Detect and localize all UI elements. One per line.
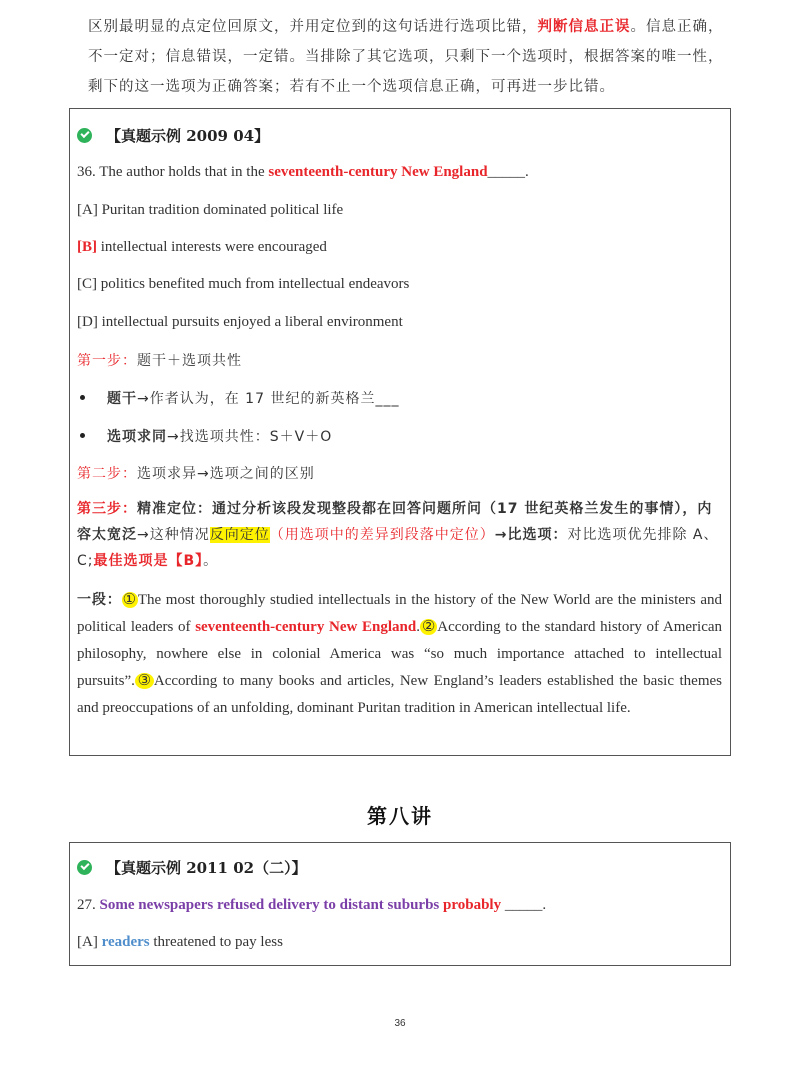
question-prefix: 27.: [77, 897, 100, 913]
sentence-text: According to many books and articles, New England’s leaders established the basic themes and preoccupations of an unfolding, dominant Puritan tradition in American intellectual life.: [77, 673, 722, 716]
best-option: 最佳选项是【B】: [93, 553, 204, 569]
step-red-text: （用选项中的差异到段落中定位）: [269, 527, 495, 543]
highlighted-term: 反向定位: [209, 527, 270, 543]
arrow: →: [137, 527, 150, 543]
step-text: 题干＋选项共性: [137, 353, 242, 369]
sentence-number: ②: [420, 619, 437, 635]
option-c: [77, 276, 722, 293]
intro-paragraph: [88, 12, 728, 102]
bullet-text: 找选项共性：S＋V＋O: [179, 429, 333, 445]
step-2: [77, 463, 722, 483]
option-text: intellectual pursuits enjoyed a liberal environment: [97, 314, 403, 330]
option-letter: [A]: [77, 202, 98, 218]
arrow: →: [167, 429, 180, 445]
example-title: 【真题示例 2009 04】: [106, 127, 270, 145]
question-prefix: 36. The author holds that in the: [77, 164, 269, 180]
option-letter: [B]: [77, 239, 97, 255]
question-keyword: Some newspapers refused delivery to distant suburbs: [99, 897, 440, 913]
sentence-number: ③: [135, 673, 153, 689]
option-text: Puritan tradition dominated political life: [97, 202, 344, 218]
question-keyword: seventeenth-century New England: [268, 164, 488, 180]
sentence-text: The most thoroughly studied intellectuals in the history of the New World are the ministers and political leaders of: [77, 592, 722, 635]
sentence-keyword: seventeenth-century New England: [195, 619, 417, 635]
option-a: [77, 934, 722, 951]
example-title: 【真题示例 2011 02（二）】: [106, 859, 307, 877]
step-label: 第二步：: [77, 466, 137, 482]
option-letter: [C]: [77, 276, 97, 292]
step-text: 。: [203, 553, 219, 569]
bullet-label: 题干: [107, 391, 137, 407]
check-circle-icon: [77, 860, 92, 875]
lecture-title: 第八讲: [367, 804, 433, 828]
step-bold-text: →比选项：: [494, 527, 568, 543]
option-keyword: readers: [101, 934, 150, 950]
check-circle-icon: [77, 128, 92, 143]
option-b: [77, 239, 722, 256]
bullet-item: [77, 426, 722, 446]
intro-text-3: 。信息正确，不一定对；信息错误，一定错。当排除了其它选项，只剩下一个选项时，根据答案的唯一性，剩下的这一选项为正确答案；若有不止一个选项信息正确，可再进一步比错。: [88, 19, 724, 95]
option-letter: [A]: [77, 934, 102, 950]
arrow: →: [137, 391, 150, 407]
paragraph-lead: 一段：: [77, 592, 122, 608]
step-text: 对比选项优先排除 A、C;: [77, 527, 719, 569]
page-number: 36: [394, 1018, 406, 1029]
question-blank: _____.: [501, 897, 547, 913]
step-text: 选项求异→选项之间的区别: [137, 466, 315, 482]
option-text: threatened to pay less: [149, 934, 283, 950]
step-label: 第三步：: [77, 501, 137, 517]
intro-red-text: 判断信息正误: [537, 19, 631, 35]
step-text: 这种情况: [149, 527, 210, 543]
sentence-number: ①: [122, 592, 137, 608]
bullet-label: 选项求同: [107, 429, 167, 445]
example-box-2011: [69, 842, 731, 966]
intro-text-1: 区别最明显的点定位回原文，并用定位到的这句话进行选项比错，: [88, 19, 538, 35]
step-bold-text: 精准定位：通过分析该段发现整段都在回答问题所问（17 世纪英格兰发生的事情），内容太宽泛: [77, 501, 713, 543]
step-1: [77, 350, 722, 370]
question-keyword-red: probably: [439, 897, 502, 913]
option-d: [77, 314, 722, 331]
sentence-text: .: [416, 619, 420, 635]
question-36: [77, 164, 722, 181]
bullet-item: [77, 388, 722, 408]
step-3: [77, 496, 722, 574]
question-27: [77, 897, 722, 914]
option-a: [77, 202, 722, 219]
option-text: intellectual interests were encouraged: [97, 239, 327, 255]
question-blank: _____.: [487, 164, 529, 180]
bullet-dot: [80, 395, 85, 400]
passage-paragraph: [77, 587, 722, 722]
example-box-2009: [69, 108, 731, 756]
example-title-row: [77, 125, 722, 146]
sentence-text: According to the standard history of American philosophy, nowhere else in colonial America was “so much importance attached to intellectual pursuits”.: [77, 619, 723, 689]
bullet-text: 作者认为，在 17 世纪的新英格兰___: [149, 391, 400, 407]
option-letter: [D]: [77, 314, 98, 330]
bullet-dot: [80, 433, 85, 438]
step-label: 第一步：: [77, 353, 137, 369]
example-title-row: [77, 857, 722, 878]
option-text: politics benefited much from intellectual endeavors: [97, 276, 410, 292]
